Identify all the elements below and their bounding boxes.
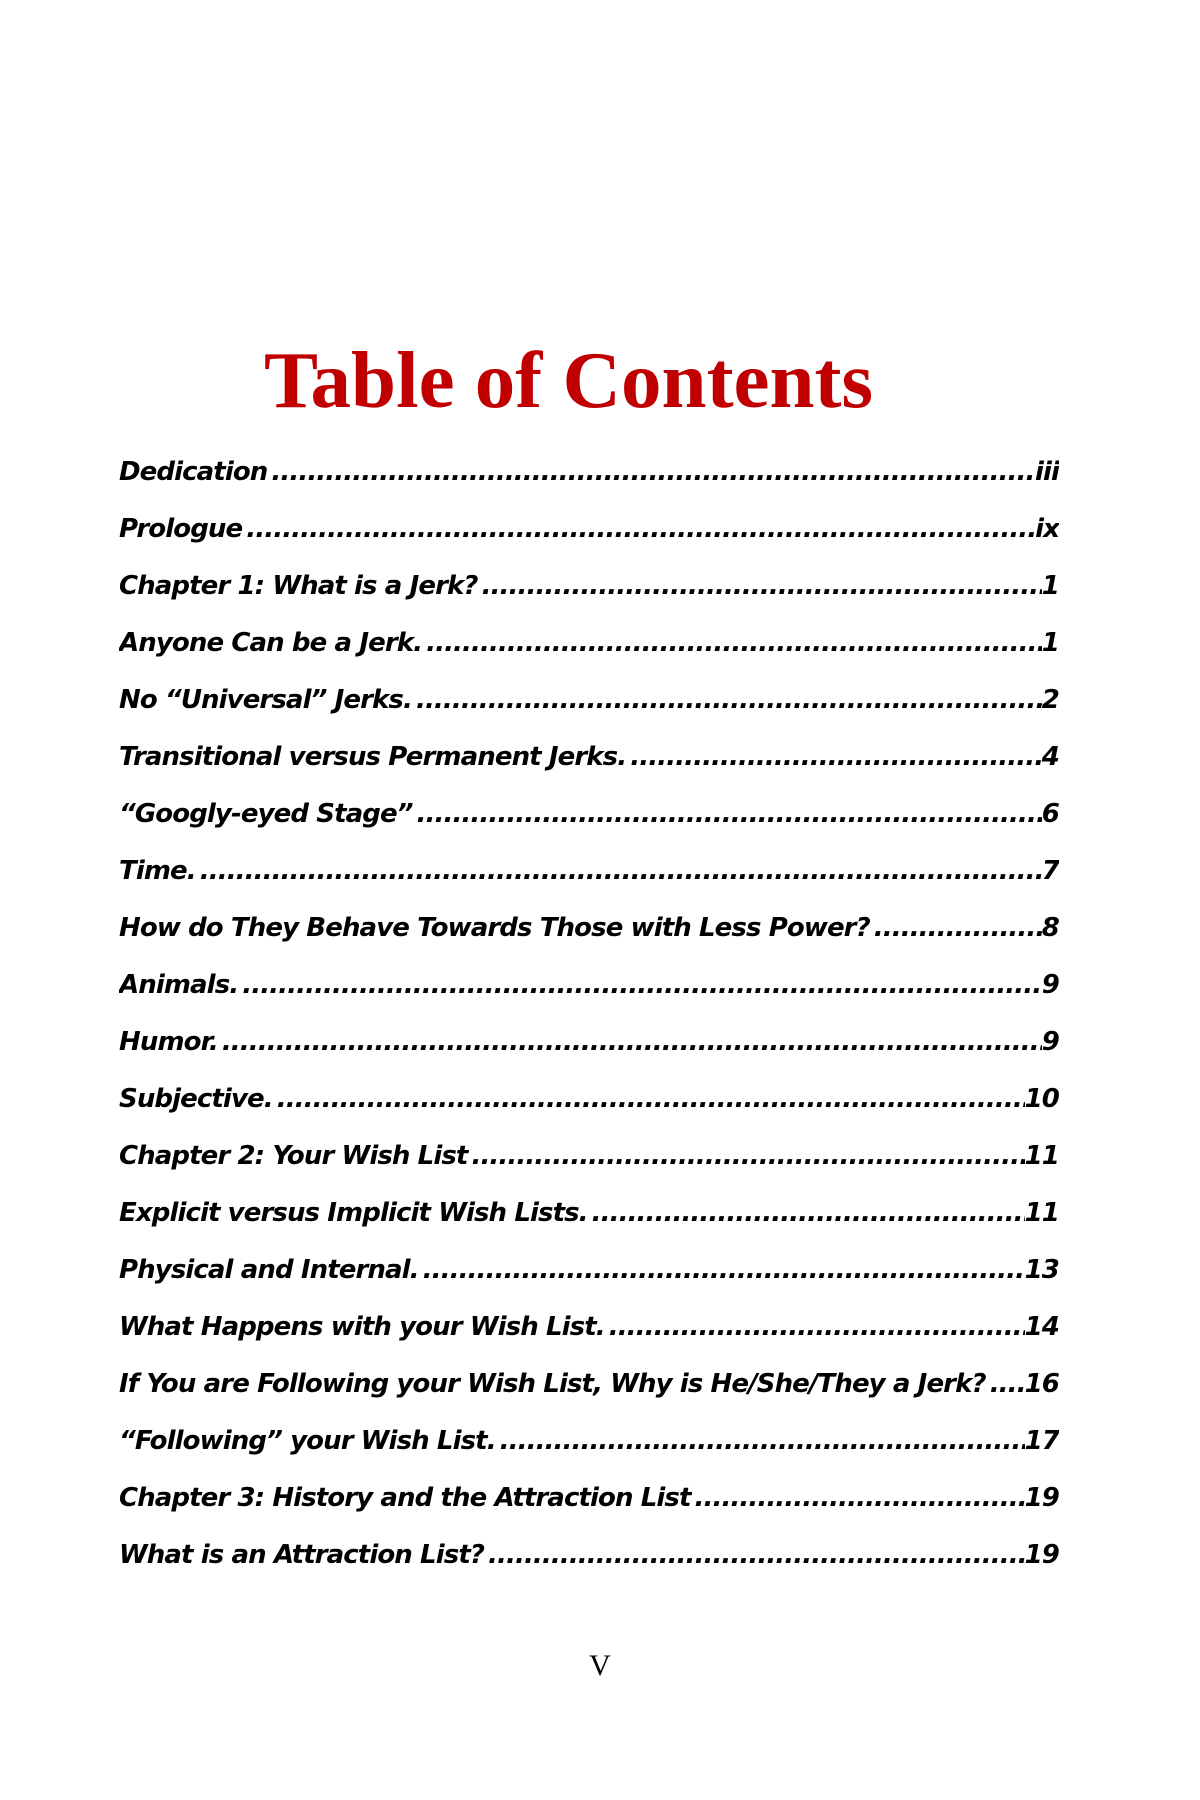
toc-entry[interactable] <box>119 1136 1059 1193</box>
toc-entry[interactable] <box>119 566 1059 623</box>
toc-page-number: 13 <box>1024 1255 1059 1285</box>
toc-dot-leader <box>870 908 1042 948</box>
toc-entry-label: Humor. <box>119 1027 218 1057</box>
toc-dot-leader <box>419 1250 1025 1290</box>
toc-entry-label: Animals. <box>119 970 239 1000</box>
toc-entry[interactable] <box>119 1478 1059 1535</box>
toc-entry-label: No “Universal” Jerks. <box>119 685 412 715</box>
toc-dot-leader <box>273 1079 1025 1119</box>
toc-entry[interactable] <box>119 1250 1059 1307</box>
toc-entry-label: Subjective. <box>119 1084 273 1114</box>
toc-page-number: 9 <box>1041 970 1059 1000</box>
toc-dot-leader <box>605 1307 1025 1347</box>
toc-entry-label: Time. <box>119 856 196 886</box>
toc-page-number: 16 <box>1024 1369 1059 1399</box>
toc-entry[interactable] <box>119 452 1059 509</box>
toc-page-number: 11 <box>1024 1198 1059 1228</box>
toc-dot-leader <box>691 1478 1025 1518</box>
toc-page-number: 1 <box>1041 571 1059 601</box>
toc-page-number: 6 <box>1041 799 1059 829</box>
toc-entry[interactable] <box>119 680 1059 737</box>
toc-dot-leader <box>588 1193 1025 1233</box>
toc-page-number: iii <box>1034 457 1059 487</box>
toc-page-number: 19 <box>1024 1540 1059 1570</box>
toc-entry[interactable] <box>119 794 1059 851</box>
toc-dot-leader <box>496 1421 1025 1461</box>
toc-page-number: 1 <box>1041 628 1059 658</box>
toc-entry[interactable] <box>119 737 1059 794</box>
toc-page-number: 2 <box>1041 685 1059 715</box>
toc-page-number: 10 <box>1024 1084 1059 1114</box>
toc-entry-label: What is an Attraction List? <box>119 1540 485 1570</box>
toc-entry[interactable] <box>119 965 1059 1022</box>
toc-entry-label: Dedication <box>119 457 268 487</box>
toc-entry[interactable] <box>119 509 1059 566</box>
toc-dot-leader <box>218 1022 1042 1062</box>
toc-entry[interactable] <box>119 1193 1059 1250</box>
toc-entry[interactable] <box>119 851 1059 908</box>
toc-page-number: 14 <box>1024 1312 1059 1342</box>
toc-entry-label: “Following” your Wish List. <box>119 1426 496 1456</box>
toc-entry[interactable] <box>119 623 1059 680</box>
toc-dot-leader <box>412 680 1042 720</box>
toc-dot-leader <box>267 452 1035 492</box>
toc-dot-leader <box>467 1136 1024 1176</box>
toc-dot-leader <box>422 623 1042 663</box>
toc-entry[interactable] <box>119 1364 1059 1421</box>
toc-dot-leader <box>196 851 1042 891</box>
toc-dot-leader <box>238 965 1042 1005</box>
toc-entry[interactable] <box>119 1421 1059 1478</box>
toc-entry[interactable] <box>119 1022 1059 1079</box>
toc-page-number: 9 <box>1041 1027 1059 1057</box>
toc-page-number: ix <box>1035 514 1059 544</box>
page-title: Table of Contents <box>263 335 874 425</box>
toc-entry-label: Prologue <box>119 514 243 544</box>
toc-page-number: 19 <box>1024 1483 1059 1513</box>
toc-entry[interactable] <box>119 908 1059 965</box>
table-of-contents <box>119 452 1059 1592</box>
toc-dot-leader <box>484 1535 1025 1575</box>
toc-entry[interactable] <box>119 1535 1059 1592</box>
toc-entry-label: Chapter 1: What is a Jerk? <box>119 571 478 601</box>
toc-entry-label: Anyone Can be a Jerk. <box>119 628 423 658</box>
toc-entry-label: Chapter 3: History and the Attraction List <box>119 1483 691 1513</box>
toc-entry-label: If You are Following your Wish List, Why is He/She/They a Jerk? <box>119 1369 986 1399</box>
toc-dot-leader <box>478 566 1042 606</box>
toc-dot-leader <box>242 509 1035 549</box>
toc-entry-label: Explicit versus Implicit Wish Lists. <box>119 1198 588 1228</box>
toc-page-number: 17 <box>1024 1426 1059 1456</box>
toc-entry-label: How do They Behave Towards Those with Less Power? <box>119 913 870 943</box>
toc-dot-leader <box>413 794 1042 834</box>
page-number: V <box>589 1649 611 1682</box>
toc-page-number: 11 <box>1024 1141 1059 1171</box>
toc-dot-leader <box>986 1364 1025 1404</box>
toc-entry-label: Chapter 2: Your Wish List <box>119 1141 468 1171</box>
toc-entry-label: Transitional versus Permanent Jerks. <box>119 742 627 772</box>
toc-page-number: 4 <box>1041 742 1059 772</box>
toc-entry-label: “Googly-eyed Stage” <box>119 799 413 829</box>
toc-entry-label: Physical and Internal. <box>119 1255 419 1285</box>
toc-entry[interactable] <box>119 1307 1059 1364</box>
toc-page-number: 8 <box>1041 913 1059 943</box>
toc-entry-label: What Happens with your Wish List. <box>119 1312 605 1342</box>
toc-entry[interactable] <box>119 1079 1059 1136</box>
toc-dot-leader <box>626 737 1042 777</box>
toc-page-number: 7 <box>1041 856 1059 886</box>
